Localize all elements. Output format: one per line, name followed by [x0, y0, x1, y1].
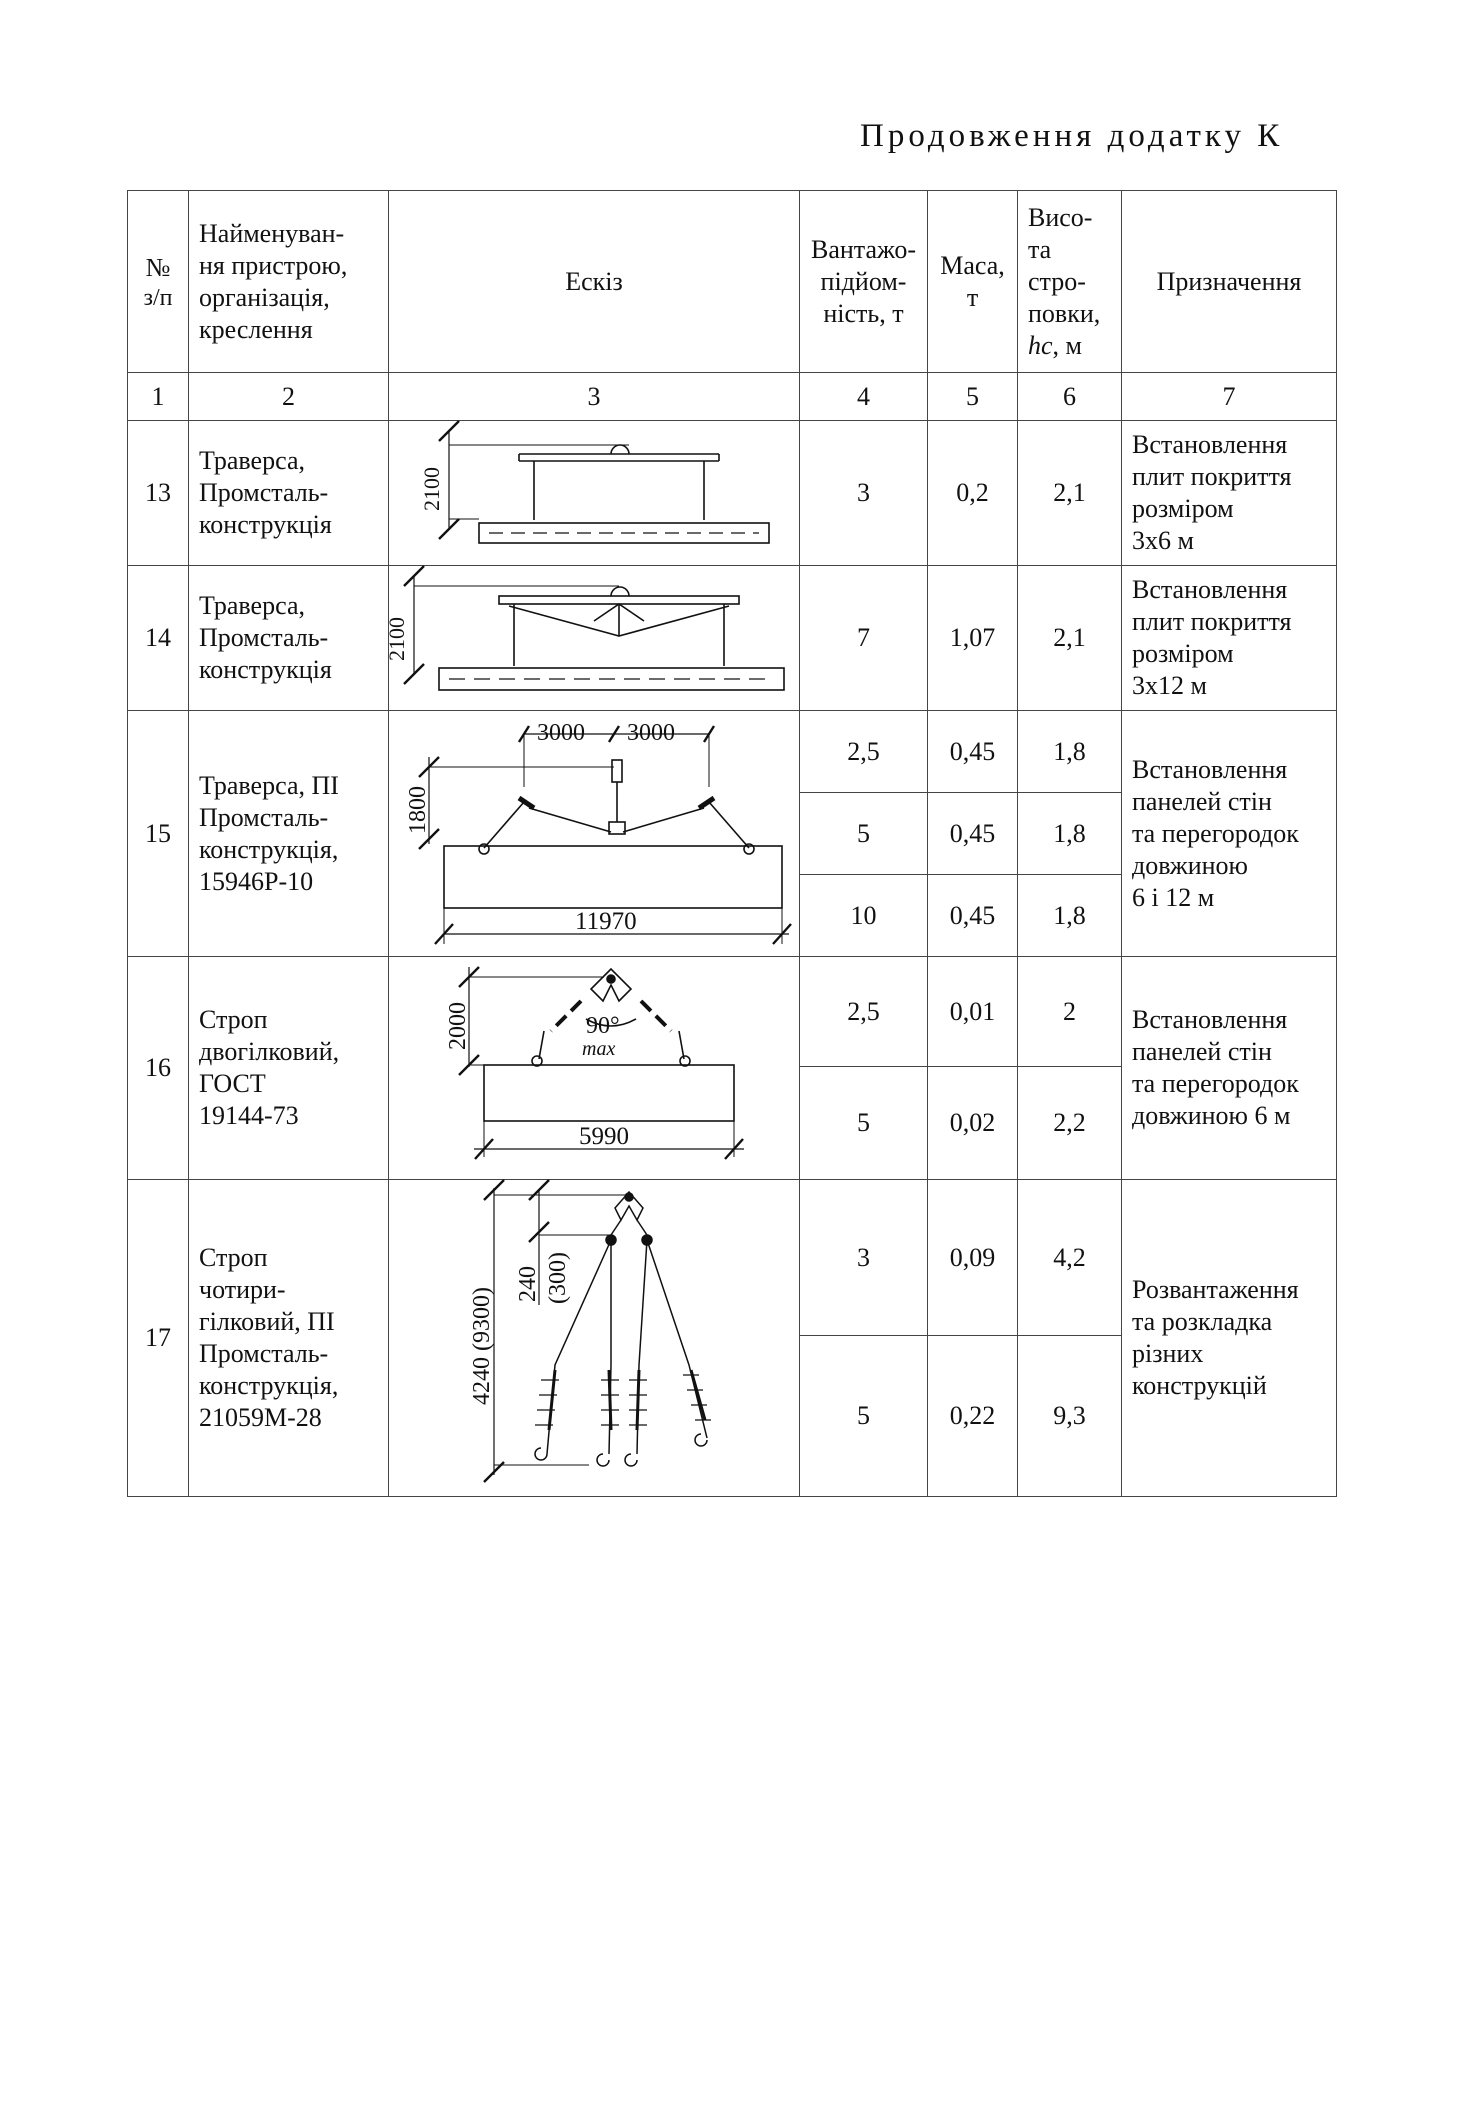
purpose-text: Встановлення плит покриття розміром 3х12 м	[1122, 566, 1337, 711]
svg-text:(300): (300)	[545, 1252, 571, 1304]
device-name: Строп чотири- гілковий, ПІ Промсталь- конструкція, 21059М-28	[189, 1180, 389, 1497]
sketch-sling-17	[389, 1180, 800, 1497]
dim-vertical: 2100	[384, 617, 409, 661]
svg-text:max: max	[582, 1038, 616, 1060]
sketch-traverse-14	[384, 566, 800, 711]
table-row: 13 Траверса, Промсталь- конструкція 2100 3 0,2 2,1 Встановлення плит покриття розміром 3х6 м	[128, 421, 1337, 566]
table-row: 17 Строп чотири- гілковий, ПІ Промсталь- конструкція, 21059М-28 4240 (9300) 240 (300) 3 0,09 4,2 Розвантаження та розкладка різних конструкцій	[128, 1180, 1337, 1336]
table-row: 15 Траверса, ПІ Промсталь- конструкція, 15946Р-10 3000 3000 1800 11970 2,5 0,45 1,8 Встановлення панелей стін та перегородок довжиною 6 і 12 м	[128, 711, 1337, 793]
device-name: Траверса, ПІ Промсталь- конструкція, 15946Р-10	[189, 711, 389, 957]
sketch-sling-16	[389, 957, 800, 1180]
svg-text:1800: 1800	[405, 785, 431, 834]
device-name: Траверса, Промсталь- конструкція	[189, 421, 389, 566]
svg-text:4240 (9300): 4240 (9300)	[469, 1287, 495, 1405]
page-heading: Продовження додатку К	[860, 118, 1284, 154]
svg-text:240: 240	[515, 1266, 541, 1302]
table-row: 10 0,45 1,8	[128, 875, 1337, 957]
header-mass: Маса, т	[928, 191, 1018, 373]
equipment-table	[127, 190, 1337, 1497]
table-row: 5 0,45 1,8	[128, 793, 1337, 875]
table-row: 16 Строп двогілковий, ГОСТ 19144-73 90° max 2000 5990 2,5 0,01 2 Встановлення панелей стін та перегородок довжиною 6 м	[128, 957, 1337, 1067]
svg-text:3000: 3000	[537, 719, 585, 746]
column-number-row: 1 2 3 4 5 6 7	[128, 373, 1337, 421]
purpose-text: Встановлення плит покриття розміром 3х6 м	[1122, 421, 1337, 566]
device-name: Строп двогілковий, ГОСТ 19144-73	[189, 957, 389, 1180]
svg-text:3000: 3000	[627, 719, 675, 746]
sketch-traverse-13	[389, 421, 800, 566]
dim-vertical: 2100	[419, 467, 444, 511]
table-row: 14 Траверса, Промсталь- конструкція 2100 7 1,07 2,1 Встановлення плит покриття розміром 3х12 м	[128, 566, 1337, 711]
svg-text:11970: 11970	[575, 907, 637, 935]
svg-text:2000: 2000	[445, 1002, 471, 1050]
purpose-text: Розвантаження та розкладка різних конструкцій	[1122, 1180, 1337, 1497]
header-purpose: Призначення	[1122, 191, 1337, 373]
header-height: Висо- та стро- повки, hc, м	[1018, 191, 1122, 373]
table-row: 5 0,02 2,2	[128, 1067, 1337, 1180]
purpose-text: Встановлення панелей стін та перегородок довжиною 6 і 12 м	[1122, 711, 1337, 957]
table-row: 5 0,22 9,3	[128, 1336, 1337, 1497]
purpose-text: Встановлення панелей стін та перегородок довжиною 6 м	[1122, 957, 1337, 1180]
header-name: Найменуван- ня пристрою, організація, креслення	[189, 191, 389, 373]
svg-text:90°: 90°	[586, 1013, 620, 1039]
table-header-row	[128, 191, 1337, 373]
header-sketch: Ескіз	[389, 191, 800, 373]
header-num: № з/п	[128, 191, 189, 373]
device-name: Траверса, Промсталь- конструкція	[189, 566, 389, 711]
svg-text:5990: 5990	[579, 1123, 629, 1150]
header-capacity: Вантажо- підйом- ність, т	[800, 191, 928, 373]
sketch-traverse-15	[389, 711, 800, 957]
